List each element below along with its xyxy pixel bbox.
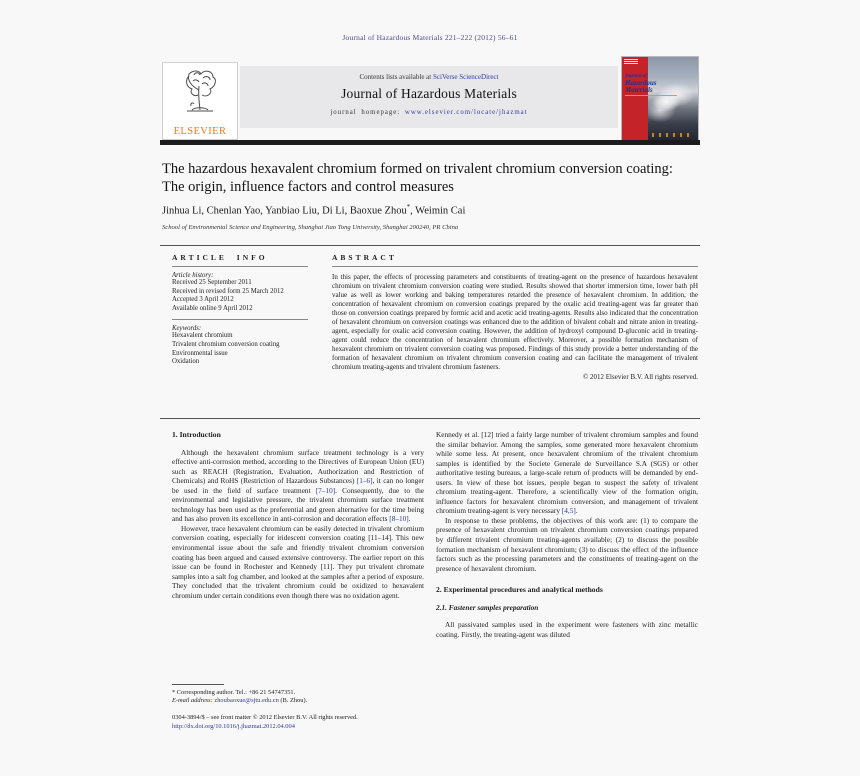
journal-title: Journal of Hazardous Materials <box>341 86 517 101</box>
journal-cover-thumbnail <box>622 57 698 143</box>
paragraph-right-2: In response to these problems, the objectives of this work are: (1) to compare the presence of hexavalent chromium on trivalent chromium conversion coatings prepared by different trivalent chromium treating-agents available; (2) to discuss the possible formation mechanism of hexavalent chromium; (3) to discuss the effect of the influence factors such as the processing parameters and the constituents of treating-agent on the presence of hexavalent chromium. <box>436 515 698 573</box>
info-separator-rule <box>172 319 308 320</box>
header-divider-bar <box>160 140 700 145</box>
homepage-link[interactable]: www.elsevier.com/locate/jhazmat <box>404 109 528 116</box>
contents-prefix: Contents lists available at <box>359 73 433 81</box>
abstract-section <box>332 253 698 381</box>
running-head: Journal of Hazardous Materials 221–222 (2012) 56–61 <box>342 33 518 42</box>
history-item: Available online 9 April 2012 <box>172 304 253 312</box>
paper-page <box>160 0 700 776</box>
body-column-left <box>172 430 424 600</box>
footnote-rule <box>172 684 224 685</box>
heading-rule <box>172 266 308 267</box>
issn-line: 0304-3894/$ – see front matter © 2012 Elsevier B.V. All rights reserved. <box>172 714 358 722</box>
cover-lights <box>652 133 692 137</box>
sciverse-sciencedirect-link[interactable]: SciVerse ScienceDirect <box>433 73 499 81</box>
journal-header-panel <box>240 66 618 128</box>
keyword-item: Environmental issue <box>172 349 228 357</box>
article-info-section <box>172 253 322 367</box>
article-title: The hazardous hexavalent chromium formed on trivalent chromium conversion coating: The origin, influence factors and control measures <box>162 161 673 195</box>
paragraph-right-1: Kennedy et al. [12] tried a fairly large number of trivalent chromium samples and found the similar behavior. Among the samples, some generated more hexavalent chromium while some less. At present, once hexavalent chromium of the trivalent chromium samples is identified by the Societe Generale de Surveillance S.A (SGS) or other authoritative testing bureaus, a large-scale return of products will be demanded by end-users. In view of these hot issues, people began to suspect the safety of trivalent chromium treating-agent. Therefore, a scientifically view of the formation origin, influence factors for hexavalent chromium conversion, and management of trivalent chromium treating-agent is very necessary [4,5]. <box>436 430 698 516</box>
cover-red-band <box>622 57 648 143</box>
section-2-heading: 2. Experimental procedures and analytical methods <box>436 585 603 595</box>
keyword-item: Trivalent chromium conversion coating <box>172 340 280 348</box>
authors-line: Jinhua Li, Chenlan Yao, Yanbiao Liu, Di Li, Baoxue Zhou*, Weimin Cai <box>162 204 466 217</box>
keyword-item: Hexavalent chromium <box>172 332 233 340</box>
cover-title-line2: Hazardous <box>625 79 657 87</box>
paragraph-right-3: All passivated samples used in the experiment were fasteners with zinc metallic coating. Firstly, the treating-agent was diluted <box>436 620 698 639</box>
doi-link[interactable]: http://dx.doi.org/10.1016/j.jhazmat.2012.04.004 <box>172 722 295 730</box>
abstract-text: In this paper, the effects of processing parameters and constituents of treating-agent on the presence of hazardous hexavalent chromium on trivalent chromium conversion coating were studied. Results showed that shorter immersion time, lower bath pH value as well as lower working and baking temperatures retarded the presence of hexavalent chromium. In addition, the concentration of hexavalent chromium on conversion coatings prepared by the oxalic acid treating-agent was far greater than those on conversion coatings prepared by formic acid and acetic acid treating-agents. Results also indicated that the concentration of hexavalent chromium on conversion coatings was enhanced due to the addition of bivalent cobalt and nitrate anion in treating-agent, especially for oxalic acid conversion coating. However, the addition of hydroxyl compound D-gluconic acid in treating-agent could reduce the concentration of hexavalent chromium effectively. Moreover, a possible formation mechanism of hexavalent chromium on trivalent conversion coating was proposed. Findings of this study provide a better understanding of the formation of hexavalent chromium on trivalent chromium conversion coating and can facilitate the management of trivalent chromium treating-agents and trivalent chromium fasteners. <box>332 273 698 371</box>
elsevier-logo <box>162 62 238 140</box>
abstract-heading: ABSTRACT <box>332 253 397 262</box>
elsevier-tree-icon <box>177 66 223 122</box>
horizontal-rule <box>160 245 700 246</box>
homepage-prefix: journal homepage: <box>330 109 405 116</box>
corresponding-author-note: * Corresponding author. Tel.: +86 21 54747351. <box>172 689 296 696</box>
cover-title-line3: Materials <box>625 86 653 94</box>
keywords-label: Keywords: <box>172 325 202 333</box>
horizontal-rule <box>160 418 700 419</box>
body-column-right <box>436 430 698 639</box>
article-history-label: Article history: <box>172 272 214 279</box>
cover-title-underline <box>625 95 677 96</box>
heading-rule <box>332 266 698 267</box>
history-item: Received in revised form 25 March 2012 <box>172 287 284 295</box>
email-line <box>172 697 432 705</box>
email-link[interactable]: zhoubaoxue@sjtu.edu.cn <box>214 697 279 705</box>
keyword-item: Oxidation <box>172 358 200 366</box>
history-item: Accepted 3 April 2012 <box>172 296 234 304</box>
email-label: E-mail address: <box>172 697 215 705</box>
history-item: Received 25 September 2011 <box>172 279 252 286</box>
homepage-line <box>240 109 618 116</box>
paragraph-intro-1: Although the hexavalent chromium surface treatment technology is a very effective anti-corrosion method, according to the Directives of European Union (EU) such as REACH (Registration, Evaluation, Authorization and Restriction of Chemicals) and RoHS (Restriction of Hazardous Substances) [1–6], it can no longer be used in the field of surface treatment [7–10]. Consequently, due to the environmental and legislative pressure, the trivalent chromium surface treatment technology has been used as the preferential and green alternative for the time being and has also proven its excellence in anti-corrosion and decoration effects [8–10]. <box>172 447 424 524</box>
article-info-heading: ARTICLE INFO <box>172 253 268 262</box>
footnote <box>172 684 432 731</box>
contents-line <box>240 73 618 81</box>
email-suffix: (B. Zhou). <box>278 697 308 705</box>
paragraph-intro-2: However, trace hexavalent chromium can be easily detected in trivalent chromium conversion coating, especially for iridescent conversion coating [11–14]. This new environmental issue about the safe and friendly trivalent chromium conversion coating has been argued and caused extensive controversy. The earlier report on this issue can be found in Rochester and Kennedy [11]. They put trivalent chromate samples into a salt fog chamber, and looked at the samples after a period of exposure. They concluded that the trivalent chromium could be oxidized to hexavalent chromium under certain conditions even though there was no oxidation agent. <box>172 523 424 600</box>
cover-title <box>625 73 695 96</box>
abstract-copyright: © 2012 Elsevier B.V. All rights reserved. <box>582 373 698 381</box>
section-1-heading: 1. Introduction <box>172 430 221 439</box>
cover-masthead-text <box>624 59 638 65</box>
elsevier-wordmark: ELSEVIER <box>173 126 227 137</box>
author-affiliation: School of Environmental Science and Engineering, Shanghai Jiao Tong University, Shanghai 200240, PR China <box>162 224 459 231</box>
cover-title-small: Journal of <box>625 74 647 79</box>
section-2-1-heading: 2.1. Fastener samples preparation <box>436 602 539 612</box>
